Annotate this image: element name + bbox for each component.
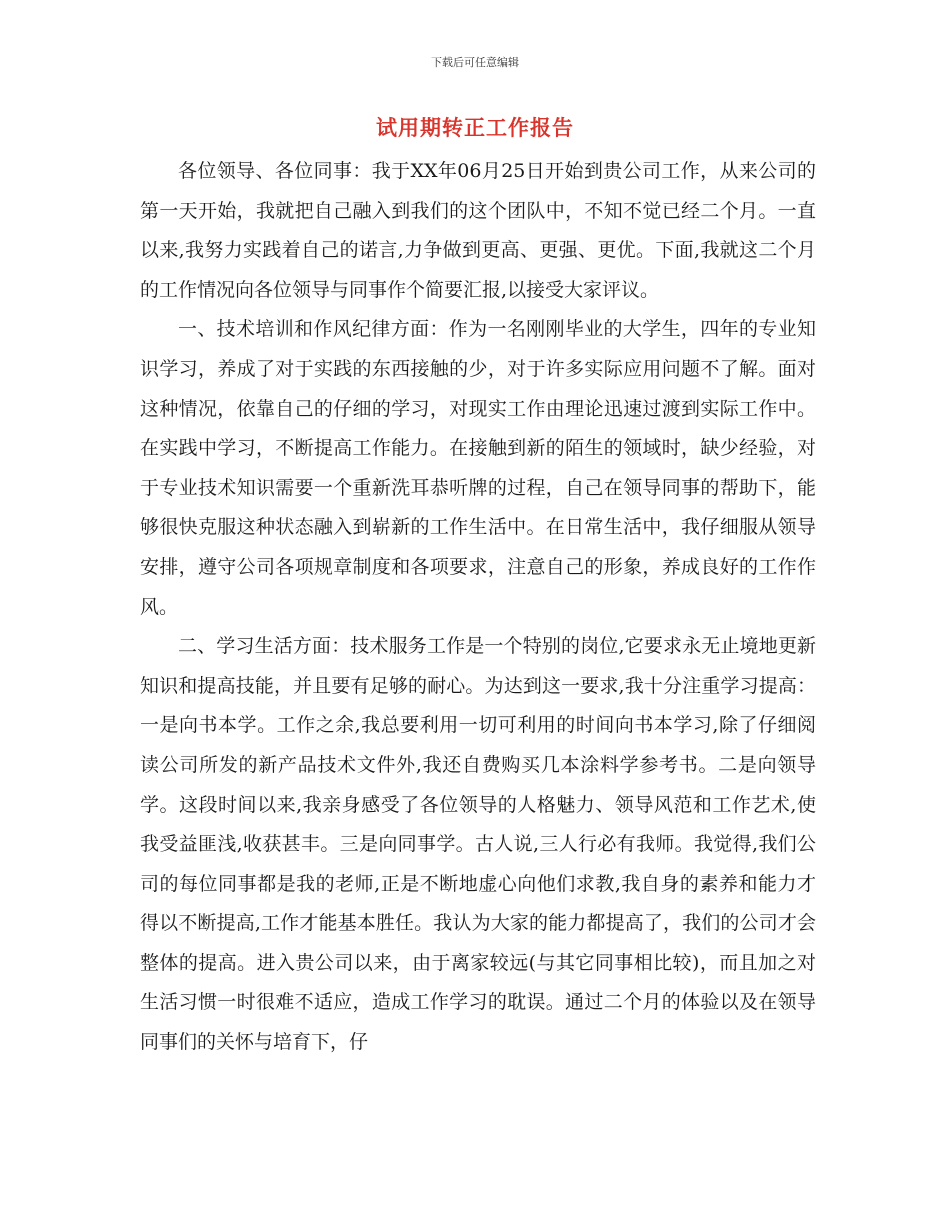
paragraph-section-1: 一、技术培训和作风纪律方面：作为一名刚刚毕业的大学生，四年的专业知识学习，养成了对于实践的东西接触的少，对于许多实际应用问题不了解。面对这种情况，依靠自己的仔细的学习，对现实工作由理论迅速过渡到实际工作中。在实践中学习，不断提高工作能力。在接触到新的陌生的领域时，缺少经验，对于专业技术知识需要一个重新洗耳恭听牌的过程，自己在领导同事的帮助下，能够很快克服这种状态融入到崭新的工作生活中。在日常生活中，我仔细服从领导安排，遵守公司各项规章制度和各项要求，注意自己的形象，养成良好的工作作风。 — [140, 318, 816, 618]
paragraph-section-2: 二、学习生活方面：技术服务工作是一个特别的岗位,它要求永无止境地更新知识和提高技能，并且要有足够的耐心。为达到这一要求,我十分注重学习提高：一是向书本学。工作之余,我总要利用一切可利用的时间向书本学习,除了仔细阅读公司所发的新产品技术文件外,我还自费购买几本涂料学参考书。二是向领导学。这段时间以来,我亲身感受了各位领导的人格魅力、领导风范和工作艺术,使我受益匪浅,收获甚丰。三是向同事学。古人说,三人行必有我师。我觉得,我们公司的每位同事都是我的老师,正是不断地虚心向他们求教,我自身的素养和能力才得以不断提高,工作才能基本胜任。我认为大家的能力都提高了，我们的公司才会整体的提高。进入贵公司以来，由于离家较远(与其它同事相比较)，而且加之对生活习惯一时很难不适应，造成工作学习的耽误。通过二个月的体验以及在领导同事们的关怀与培育下，仔 — [140, 635, 816, 1054]
paragraph-intro: 各位领导、各位同事：我于XX年06月25日开始到贵公司工作，从来公司的第一天开始，我就把自己融入到我们的这个团队中，不知不觉已经二个月。一直以来,我努力实践着自己的诺言,力争做到更高、更强、更优。下面,我就这二个月的工作情况向各位领导与同事作个简要汇报,以接受大家评议。 — [140, 160, 816, 301]
document-body — [140, 152, 816, 1063]
document-title: 试用期转正工作报告 — [376, 115, 574, 140]
header-note: 下载后可任意编辑 — [431, 56, 519, 69]
